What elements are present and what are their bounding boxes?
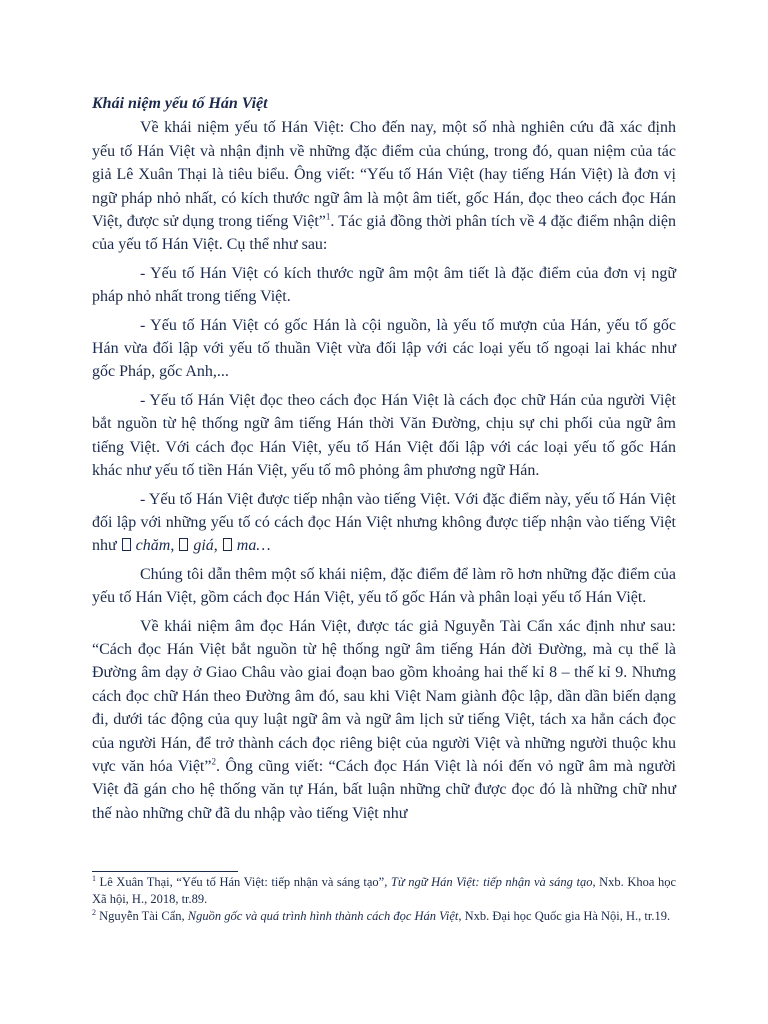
footnote-1-title: Từ ngữ Hán Việt: tiếp nhận và sáng tạo <box>390 875 593 889</box>
footnote-2-text-b: , Nxb. Đại học Quốc gia Hà Nội, H., tr.19. <box>458 908 671 923</box>
footnote-2 <box>92 908 676 925</box>
paragraph-1 <box>92 116 676 256</box>
footnote-ref-1[interactable]: 1 <box>325 211 331 222</box>
footnote-ref-2[interactable]: 2 <box>211 756 216 767</box>
paragraph-5-text: - Yếu tố Hán Việt được tiếp nhận vào tiếng Việt. Với đặc điểm này, yếu tố Hán Việt đối lập với những yếu tố có cách đọc Hán Việt nhưng không được tiếp nhận vào tiếng Việt như <box>92 490 676 555</box>
footnote-1-text-a: Lê Xuân Thại, “Yếu tố Hán Việt: tiếp nhận và sáng tạo”, <box>96 875 391 889</box>
paragraph-7-text-b: . Ông cũng viết: “Cách đọc Hán Việt là nói đến vỏ ngữ âm mà người Việt đã gán cho hệ thống văn tự Hán, bất luận những chữ được đọc đó là những chữ như thế nào những chữ đã du nhập vào tiếng Việt như <box>92 757 676 822</box>
footnote-separator <box>92 871 238 872</box>
paragraph-4: - Yếu tố Hán Việt đọc theo cách đọc Hán Việt là cách đọc chữ Hán của người Việt bắt nguồn từ hệ thống ngữ âm tiếng Hán thời Văn Đường, chịu sự chi phối của ngữ âm tiếng Việt. Với cách đọc Hán Việt, yếu tố Hán Việt đối lập với các loại yếu tố gốc Hán khác như yếu tố tiền Hán Việt, yếu tố mô phỏng âm phương ngữ Hán. <box>92 391 676 480</box>
missing-glyph-icon <box>179 538 188 551</box>
paragraph-5 <box>92 488 676 558</box>
paragraph-7-text-a: Về khái niệm âm đọc Hán Việt, được tác giả Nguyễn Tài Cẩn xác định như sau: “Cách đọc Hán Việt bắt nguồn từ hệ thống ngữ âm tiếng Hán đời Đường, mà cụ thể là Đường âm dạy ở Giao Châu vào giai đoạn bao gồm khoảng hai thế kỉ 8 – thế kỉ 9. Nhưng cách đọc chữ Hán theo Đường âm đó, sau khi Việt Nam giành độc lập, dần dần biến dạng đi, dưới tác động của quy luật ngữ âm và ngữ âm lịch sử tiếng Việt, tách xa hẳn cách đọc của người Hán, để trở thành cách đọc riêng biệt của người Việt và những người thuộc khu vực văn hóa Việt” <box>92 617 676 775</box>
missing-glyph-icon <box>122 538 131 551</box>
footnote-2-title: Nguồn gốc và quá trình hình thành cách đọc Hán Việt <box>187 908 459 923</box>
example-word-2: giá <box>193 537 214 555</box>
footnote-1 <box>92 874 676 908</box>
paragraph-7 <box>92 615 676 826</box>
separator-2: , <box>213 537 218 555</box>
example-word-1: chăm <box>135 537 171 555</box>
footnotes <box>92 874 676 924</box>
footnote-2-text-a: Nguyễn Tài Cẩn, <box>96 908 188 923</box>
missing-glyph-icon <box>223 538 232 551</box>
footnote-2-number: 2 <box>92 907 96 917</box>
paragraph-6: Chúng tôi dẫn thêm một số khái niệm, đặc điểm để làm rõ hơn những đặc điểm của yếu tố Hán Việt, gồm cách đọc Hán Việt, yếu tố gốc Hán và phân loại yếu tố Hán Việt. <box>92 565 676 607</box>
footnote-1-text-b: , Nxb. Khoa học Xã hội, H., 2018, tr.89. <box>92 875 677 906</box>
section-heading: Khái niệm yếu tố Hán Việt <box>92 95 268 112</box>
separator-1: , <box>170 537 175 555</box>
paragraph-1-text-b: . Tác giả đồng thời phân tích về 4 đặc điểm nhận diện của yếu tố Hán Việt. Cụ thể như sau: <box>92 213 677 254</box>
footnote-1-number: 1 <box>92 873 96 883</box>
example-word-3: ma… <box>236 537 271 555</box>
paragraph-1-text-a: Về khái niệm yếu tố Hán Việt: Cho đến nay, một số nhà nghiên cứu đã xác định yếu tố Hán Việt và nhận định về những đặc điểm của chúng, trong đó, quan niệm của tác giả Lê Xuân Thại là tiêu biểu. Ông viết: “Yếu tố Hán Việt (hay tiếng Hán Việt) là đơn vị ngữ pháp nhỏ nhất, có kích thước ngữ âm là một âm tiết, gốc Hán, đọc theo cách đọc Hán Việt, được sử dụng trong tiếng Việt” <box>92 119 676 231</box>
paragraph-3: - Yếu tố Hán Việt có gốc Hán là cội nguồn, là yếu tố mượn của Hán, yếu tố gốc Hán vừa đối lập với yếu tố thuần Việt vừa đối lập với các loại yếu tố ngoại lai khác như gốc Pháp, gốc Anh,... <box>92 316 676 381</box>
document-body <box>92 92 676 830</box>
paragraph-2: - Yếu tố Hán Việt có kích thước ngữ âm một âm tiết là đặc điểm của đơn vị ngữ pháp nhỏ nhất trong tiếng Việt. <box>92 264 676 306</box>
